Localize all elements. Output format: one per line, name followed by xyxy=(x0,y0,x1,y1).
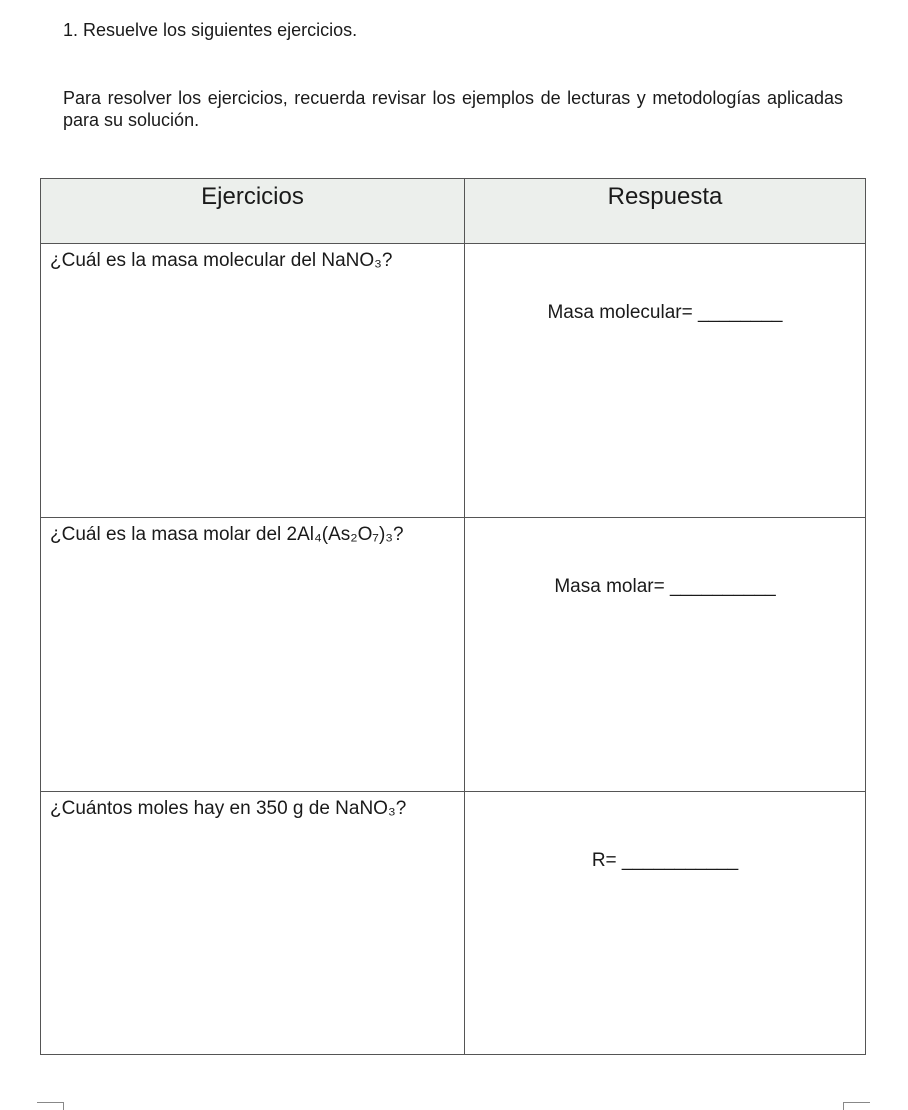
answer-prompt: Masa molar= __________ xyxy=(554,576,776,597)
question-text: ¿Cuántos moles hay en 350 g de NaNO₃? xyxy=(50,798,407,819)
question-cell xyxy=(41,518,465,792)
table-row xyxy=(41,518,866,792)
question-text: ¿Cuál es la masa molecular del NaNO₃? xyxy=(50,250,393,271)
exercises-table xyxy=(40,178,866,1055)
instruction-paragraph: Para resolver los ejercicios, recuerda revisar los ejemplos de lecturas y metodologías aplicadas para su solución. xyxy=(63,88,843,130)
question-cell xyxy=(41,244,465,518)
answer-prompt: Masa molecular= ________ xyxy=(547,302,783,323)
answer-cell[interactable] xyxy=(465,518,866,792)
header-ejercicios: Ejercicios xyxy=(41,179,465,244)
instruction-heading: 1. Resuelve los siguientes ejercicios. xyxy=(63,20,358,40)
question-text: ¿Cuál es la masa molar del 2Al₄(As₂O₇)₃? xyxy=(50,524,404,545)
table-header-row xyxy=(41,179,866,244)
header-respuesta: Respuesta xyxy=(465,179,866,244)
question-cell xyxy=(41,792,465,1055)
table-row xyxy=(41,792,866,1055)
table-row xyxy=(41,244,866,518)
answer-cell[interactable] xyxy=(465,792,866,1055)
answer-cell[interactable] xyxy=(465,244,866,518)
answer-prompt: R= ___________ xyxy=(591,850,739,871)
